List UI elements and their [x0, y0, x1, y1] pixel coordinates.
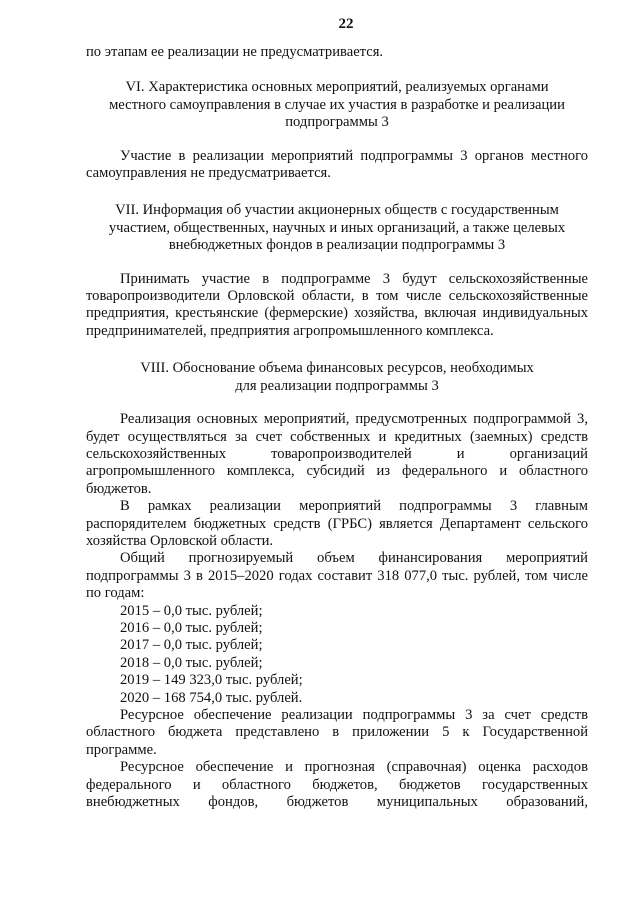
intro-line: по этапам ее реализации не предусматривается. [86, 44, 384, 60]
year-item: 2019 – 149 323,0 тыс. рублей; [120, 672, 303, 689]
year-item: 2020 – 168 754,0 тыс. рублей. [120, 689, 303, 706]
section-8-paragraph-3: Общий прогнозируемый объем финансирования мероприятий подпрограммы 3 в 2015–2020 годах составит 318 077,0 тыс. рублей, том числе по годам: [86, 550, 588, 602]
section-8-paragraph-2: В рамках реализации мероприятий подпрограммы 3 главным распорядителем бюджетных средств (ГРБС) является Департамент сельского хозяйства Орловской области. [86, 498, 588, 549]
section-8-heading-line-1: VIII. Обоснование объема финансовых ресурсов, необходимых [140, 360, 534, 377]
section-7-text: Принимать участие в подпрограмме 3 будут сельскохозяйственные товаропроизводители Орловской области, в том числе сельскохозяйственные предприятия, крестьянские (фермерские) хозяйства, включая индивидуальных предпринимателей, предприятия агропромышленного комплекса. [86, 270, 588, 339]
page-number: 22 [338, 16, 354, 32]
year-item: 2018 – 0,0 тыс. рублей; [120, 654, 263, 671]
section-6-text: Участие в реализации мероприятий подпрограммы 3 органов местного самоуправления не предусматривается. [86, 147, 588, 182]
section-8-paragraph-4: Ресурсное обеспечение реализации подпрограммы 3 за счет средств областного бюджета представлено в приложении 5 к Государственной программе. [86, 707, 588, 758]
year-item: 2016 – 0,0 тыс. рублей; [120, 619, 263, 636]
section-8-paragraph-5: Ресурсное обеспечение и прогнозная (справочная) оценка расходов федерального и областного бюджетов, бюджетов государственных внебюджетных фондов, бюджетов муниципальных образований, [86, 759, 588, 811]
funding-by-year-list [86, 603, 588, 707]
section-8-heading-line-2: для реализации подпрограммы 3 [235, 377, 439, 394]
year-item: 2015 – 0,0 тыс. рублей; [120, 602, 263, 619]
year-item: 2017 – 0,0 тыс. рублей; [120, 637, 263, 654]
section-8-paragraph-1: Реализация основных мероприятий, предусмотренных подпрограммой 3, будет осуществляться за счет собственных и кредитных (заемных) средств сельскохозяйственных товаропроизводителей и организаций агропромышленного комплекса, субсидий из федерального и областного бюджетов. [86, 411, 588, 497]
section-7-heading: VII. Информация об участии акционерных обществ с государственным участием, общественных, научных и иных организаций, а также целевых внебюджетных фондов в реализации подпрограммы 3 [108, 202, 566, 254]
section-6-heading: VI. Характеристика основных мероприятий, реализуемых органами местного самоуправления в случае их участия в разработке и реализации подпрограммы 3 [109, 79, 565, 131]
section-8-heading [86, 360, 588, 395]
